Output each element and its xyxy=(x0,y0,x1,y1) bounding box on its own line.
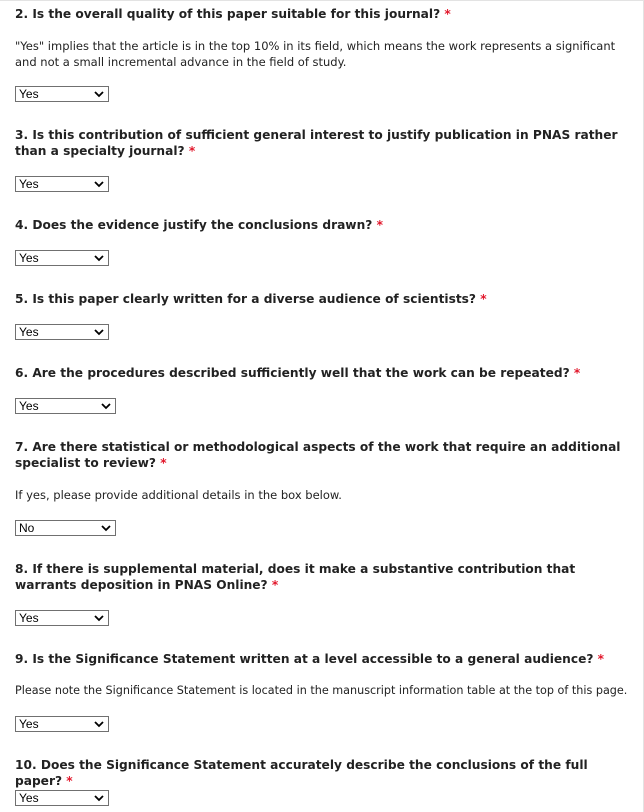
chevron-down-icon xyxy=(101,525,111,532)
question-4-title: 4. Does the evidence justify the conclusions drawn? * xyxy=(15,218,383,232)
question-10-selected-value: Yes xyxy=(19,791,39,805)
required-marker: * xyxy=(376,218,383,232)
question-9-title: 9. Is the Significance Statement written at a level accessible to a general audience? * xyxy=(15,652,605,666)
required-marker: * xyxy=(480,292,487,306)
question-7-select[interactable] xyxy=(15,520,116,536)
question-9-select[interactable] xyxy=(15,716,109,732)
question-4-selected-value: Yes xyxy=(19,251,39,265)
required-marker: * xyxy=(160,456,167,470)
chevron-down-icon xyxy=(94,795,104,802)
question-2-title: 2. Is the overall quality of this paper suitable for this journal? * xyxy=(15,7,451,21)
chevron-down-icon xyxy=(94,329,104,336)
chevron-down-icon xyxy=(101,403,111,410)
required-marker: * xyxy=(444,7,451,21)
question-8-select[interactable] xyxy=(15,610,109,626)
question-9-selected-value: Yes xyxy=(19,717,39,731)
required-marker: * xyxy=(66,774,73,788)
chevron-down-icon xyxy=(94,615,104,622)
question-2-select[interactable] xyxy=(15,86,109,102)
question-8-title: 8. If there is supplemental material, does it make a substantive contribution that warrants deposition in PNAS Online? * xyxy=(15,562,576,592)
question-3-title: 3. Is this contribution of sufficient general interest to justify publication in PNAS rather than a specialty journal? * xyxy=(15,128,618,158)
question-8-selected-value: Yes xyxy=(19,611,39,625)
chevron-down-icon xyxy=(94,255,104,262)
question-4-select[interactable] xyxy=(15,250,109,266)
question-10-title: 10. Does the Significance Statement accurately describe the conclusions of the full paper? * xyxy=(15,758,588,788)
required-marker: * xyxy=(271,578,279,592)
question-6-selected-value: Yes xyxy=(19,399,39,413)
question-2-selected-value: Yes xyxy=(19,87,39,101)
question-3-selected-value: Yes xyxy=(19,177,39,191)
question-3-select[interactable] xyxy=(15,176,109,192)
question-7-note: If yes, please provide additional details in the box below. xyxy=(15,488,342,502)
question-6-title: 6. Are the procedures described sufficiently well that the work can be repeated? * xyxy=(15,366,581,380)
question-7-selected-value: No xyxy=(19,521,35,535)
question-5-title: 5. Is this paper clearly written for a diverse audience of scientists? * xyxy=(15,292,487,306)
chevron-down-icon xyxy=(94,91,104,98)
question-10-select[interactable] xyxy=(15,790,109,806)
required-marker: * xyxy=(573,366,581,380)
question-7-title: 7. Are there statistical or methodological aspects of the work that require an additional specialist to review? * xyxy=(15,440,621,470)
question-5-select[interactable] xyxy=(15,324,109,340)
question-2-note: "Yes" implies that the article is in the top 10% in its field, which means the work represents a significant and not a small incremental advance in the field of study. xyxy=(15,39,616,69)
chevron-down-icon xyxy=(94,721,104,728)
chevron-down-icon xyxy=(94,181,104,188)
question-9-note: Please note the Significance Statement is located in the manuscript information table at the top of this page. xyxy=(15,684,628,697)
required-marker: * xyxy=(597,652,605,666)
question-5-selected-value: Yes xyxy=(19,325,39,339)
question-6-select[interactable] xyxy=(15,398,116,414)
required-marker: * xyxy=(188,144,196,158)
